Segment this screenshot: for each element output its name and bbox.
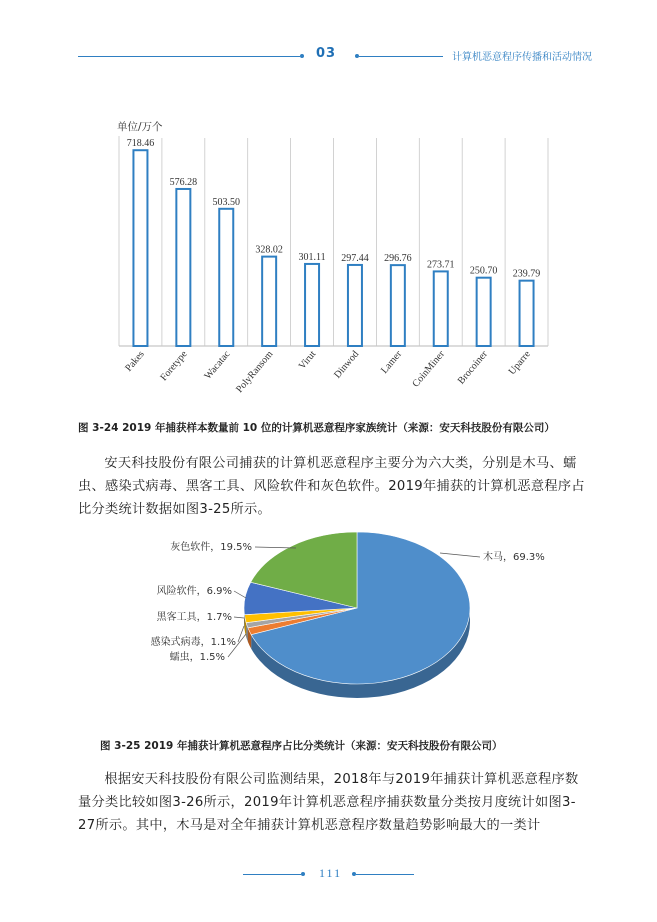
bar-value-label: 301.11 — [298, 251, 326, 263]
bar — [133, 150, 147, 346]
bar-category-label: CoinMiner — [410, 348, 448, 390]
bar-chart — [0, 0, 657, 420]
chapter-number: 03 — [316, 46, 337, 61]
figure-caption-3-24: 图 3-24 2019 年捕获样本数量前 10 位的计算机恶意程序家族统计（来源：安天科技股份有限公司） — [78, 422, 555, 434]
bar-category-label: Foretype — [158, 348, 190, 384]
page-number: 111 — [319, 866, 343, 880]
bar-category-label: PolyRansom — [234, 348, 276, 396]
bar — [305, 264, 319, 346]
bar-value-label: 239.79 — [512, 268, 541, 280]
bar-value-label: 296.76 — [384, 253, 412, 265]
bar-value-label: 273.71 — [427, 259, 455, 271]
footer-line-left — [243, 874, 301, 875]
pie-leader-line — [440, 553, 480, 557]
bar-value-label: 250.70 — [469, 265, 498, 277]
pie-slice-label: 灰色软件，19.5% — [170, 542, 252, 553]
bar-value-label: 576.28 — [169, 176, 198, 188]
bar — [262, 257, 276, 346]
bar — [219, 209, 233, 346]
figure-caption-3-25: 图 3-25 2019 年捕获计算机恶意程序占比分类统计（来源：安天科技股份有限公司） — [100, 740, 503, 752]
bar — [477, 278, 491, 346]
bar-category-label: Lamer — [378, 348, 405, 376]
bar — [520, 281, 534, 346]
pie-leader-line — [234, 591, 246, 598]
footer-dot-left — [301, 872, 305, 876]
bar-value-label: 297.44 — [341, 252, 369, 264]
paragraph-1: 安天科技股份有限公司捕获的计算机恶意程序主要分为六大类，分别是木马、蠕虫、感染式病毒、黑客工具、风险软件和灰色软件。2019年捕获的计算机恶意程序占比分类统计数据如图3-25所示。 — [78, 456, 585, 517]
bar — [348, 265, 362, 346]
bar — [391, 265, 405, 346]
bar-category-label: Brocoiner — [455, 348, 490, 387]
bar-chart-ylabel: 单位/万个 — [117, 121, 163, 133]
footer-line-right — [356, 874, 414, 875]
pie-slice-label: 感染式病毒，1.1% — [150, 637, 236, 648]
bar-value-label: 718.46 — [126, 138, 155, 150]
pie-slice-label: 蠕虫，1.5% — [169, 652, 225, 663]
bar-category-label: Dinwod — [332, 348, 362, 381]
pie-slice-label: 木马，69.3% — [483, 552, 545, 563]
bar-category-label: Wacatac — [202, 348, 233, 382]
bar-value-label: 503.50 — [212, 196, 240, 208]
pie-chart — [0, 520, 657, 730]
bar — [176, 189, 190, 346]
pie-leader-line — [238, 626, 244, 642]
header-title: 计算机恶意程序传播和活动情况 — [452, 52, 592, 63]
bar-category-label: Virut — [296, 348, 319, 372]
pie-slice-label: 黑客工具，1.7% — [156, 612, 232, 623]
paragraph-2: 根据安天科技股份有限公司监测结果，2018年与2019年捕获计算机恶意程序数量分类比较如图3-26所示，2019年计算机恶意程序捕获数量分类按月度统计如图3-27所示。其中，木马是对全年捕获计算机恶意程序数量趋势影响最大的一类计 — [78, 772, 579, 833]
bar-category-label: Pakes — [123, 348, 147, 374]
pie-slice-label: 风险软件，6.9% — [156, 586, 232, 597]
bar-category-label: Uparre — [506, 348, 533, 378]
pie-leader-line — [234, 617, 244, 618]
bar — [434, 271, 448, 346]
bar-value-label: 328.02 — [255, 244, 283, 256]
